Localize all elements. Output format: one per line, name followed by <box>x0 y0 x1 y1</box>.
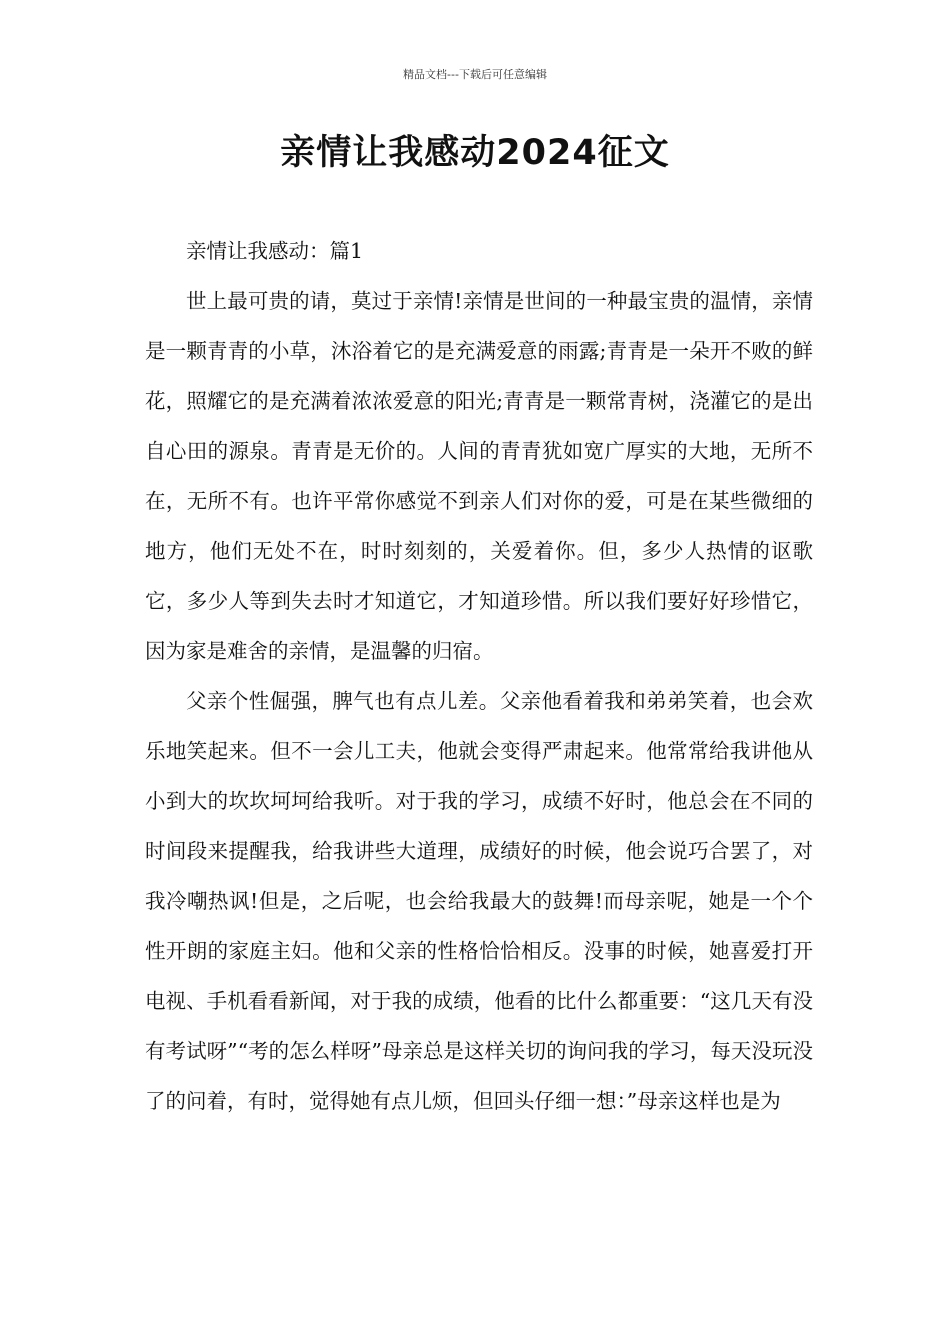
paragraph: 父亲个性倔强，脾气也有点儿差。父亲他看着我和弟弟笑着，也会欢乐地笑起来。但不一会儿工夫，他就会变得严肃起来。他常常给我讲他从小到大的坎坎坷坷给我听。对于我的学习，成绩不好时，他总会在不同的时间段来提醒我，给我讲些大道理，成绩好的时候，他会说巧合罢了，对我冷嘲热讽!但是，之后呢，也会给我最大的鼓舞!而母亲呢，她是一个个性开朗的家庭主妇。他和父亲的性格恰恰相反。没事的时候，她喜爱打开电视、手机看看新闻，对于我的成绩，他看的比什么都重要：“这几天有没有考试呀”“考的怎么样呀”母亲总是这样关切的询问我的学习，每天没玩没了的问着，有时，觉得她有点儿烦，但回头仔细一想：”母亲这样也是为 <box>145 689 813 1113</box>
document-body <box>145 226 813 1126</box>
header-note: 精品文档---下载后可任意编辑 <box>403 68 547 81</box>
section-heading: 亲情让我感动：篇1 <box>186 239 364 263</box>
document-title: 亲情让我感动2024征文 <box>280 133 670 173</box>
paragraph: 世上最可贵的请，莫过于亲情!亲情是世间的一种最宝贵的温情，亲情是一颗青青的小草，沐浴着它的是充满爱意的雨露;青青是一朵开不败的鲜花，照耀它的是充满着浓浓爱意的阳光;青青是一颗常青树，浇灌它的是出自心田的源泉。青青是无价的。人间的青青犹如宽广厚实的大地，无所不在，无所不有。也许平常你感觉不到亲人们对你的爱，可是在某些微细的地方，他们无处不在，时时刻刻的，关爱着你。但，多少人热情的讴歌它，多少人等到失去时才知道它，才知道珍惜。所以我们要好好珍惜它，因为家是难舍的亲情，是温馨的归宿。 <box>145 289 813 663</box>
